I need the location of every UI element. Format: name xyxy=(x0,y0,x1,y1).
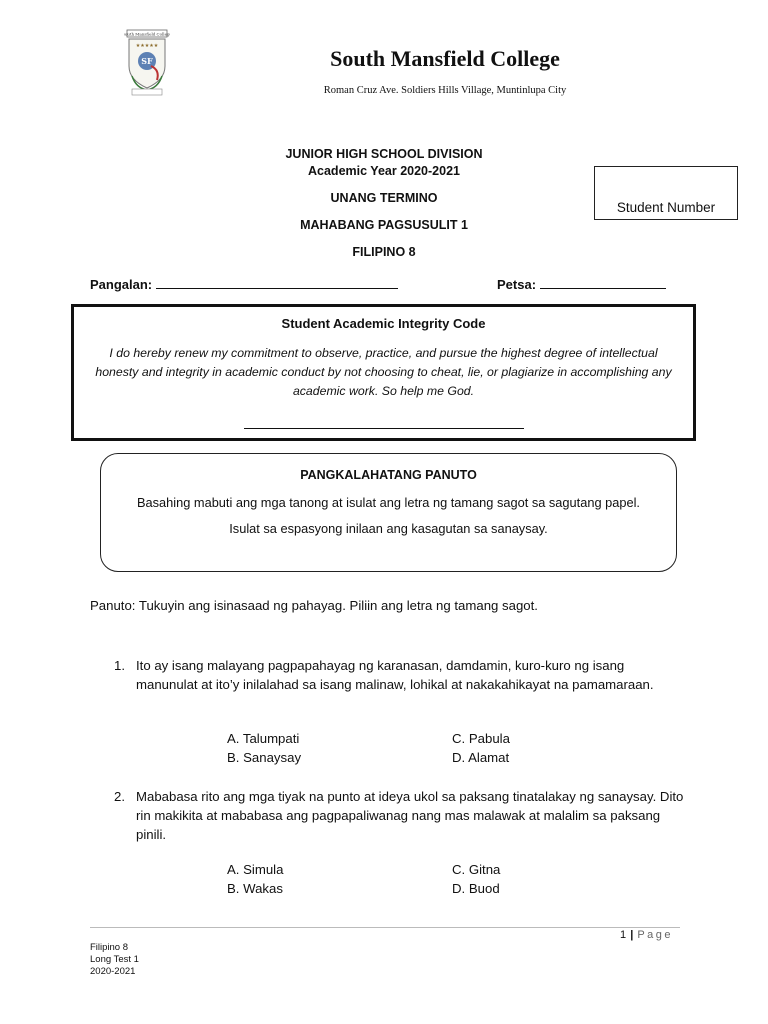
seal-lettering: South Mansfield College xyxy=(124,31,170,37)
college-name: South Mansfield College xyxy=(330,46,560,71)
general-instructions-box xyxy=(100,453,677,572)
instruction-line: Basahing mabuti ang mga tanong at isulat ang letra ng tamang sagot sa sagutang papel. xyxy=(137,495,640,510)
footer-year: 2020-2021 xyxy=(90,966,136,977)
choice-b[interactable]: B. Sanaysay xyxy=(227,750,302,765)
date-blank[interactable] xyxy=(540,277,666,289)
choice-d[interactable]: D. Alamat xyxy=(452,750,510,765)
test-name: MAHABANG PAGSUSULIT 1 xyxy=(300,218,468,232)
svg-text:SF: SF xyxy=(141,56,153,66)
college-address: Roman Cruz Ave. Soldiers Hills Village, Muntinlupa City xyxy=(323,85,567,96)
name-label: Pangalan: xyxy=(90,277,153,292)
question-item xyxy=(114,787,684,844)
school-seal-logo xyxy=(124,28,170,98)
exam-title-block xyxy=(234,146,534,261)
footer-info xyxy=(90,942,139,978)
integrity-code-box xyxy=(71,304,696,441)
name-field[interactable] xyxy=(90,277,398,292)
choice-c[interactable]: C. Pabula xyxy=(452,731,510,746)
choice-b[interactable]: B. Wakas xyxy=(227,881,283,896)
page-number-value: 1 xyxy=(620,929,627,941)
date-label: Petsa: xyxy=(497,277,537,292)
svg-text:★★★★★: ★★★★★ xyxy=(135,43,159,49)
instructions-title: PANGKALAHATANG PANUTO xyxy=(300,468,477,482)
page-label: Page xyxy=(637,929,674,941)
question-text: Ito ay isang malayang pagpapahayag ng karanasan, damdamin, kuro-kuro ng isang manunulat at ito’y inilalahad sa isang malinaw, lohikal at nakakahikayat na pamamaraan. xyxy=(136,658,654,692)
student-number-box[interactable] xyxy=(594,166,738,220)
term-title: UNANG TERMINO xyxy=(330,191,438,205)
academic-year: Academic Year 2020-2021 xyxy=(308,164,460,178)
question-item xyxy=(114,656,684,694)
date-field[interactable] xyxy=(497,277,666,292)
question-text: Mababasa rito ang mga tiyak na punto at ideya ukol sa paksang tinatalakay ng sanaysay. Dito rin makikita at mababasa ang pagpapaliwanag nang mas malawak at malalim sa paksang pinili. xyxy=(136,789,684,842)
page-number: 1 | Page xyxy=(620,929,674,941)
question-number: 1. xyxy=(114,658,125,673)
integrity-statement: I do hereby renew my commitment to observe, practice, and pursue the highest degree of intellectual honesty and integrity in academic conduct by not choosing to cheat, lie, or plagiarize in accomplishing any academic work. So help me God. xyxy=(95,346,672,398)
footer-divider xyxy=(90,927,680,928)
signature-line[interactable] xyxy=(244,428,524,429)
division-title: JUNIOR HIGH SCHOOL DIVISION xyxy=(285,147,483,161)
instruction-line: Isulat sa espasyong inilaan ang kasagutan sa sanaysay. xyxy=(229,521,548,536)
choice-d[interactable]: D. Buod xyxy=(452,881,500,896)
name-blank[interactable] xyxy=(156,277,398,289)
integrity-title: Student Academic Integrity Code xyxy=(281,316,486,331)
footer-subject: Filipino 8 xyxy=(90,942,129,953)
choice-a[interactable]: A. Simula xyxy=(227,862,284,877)
subject-title: FILIPINO 8 xyxy=(352,245,416,259)
choice-a[interactable]: A. Talumpati xyxy=(227,731,300,746)
choice-c[interactable]: C. Gitna xyxy=(452,862,501,877)
student-number-label: Student Number xyxy=(616,200,716,215)
footer-test: Long Test 1 xyxy=(90,954,139,965)
test-direction: Panuto: Tukuyin ang isinasaad ng pahayag. Piliin ang letra ng tamang sagot. xyxy=(90,598,538,613)
question-number: 2. xyxy=(114,789,125,804)
